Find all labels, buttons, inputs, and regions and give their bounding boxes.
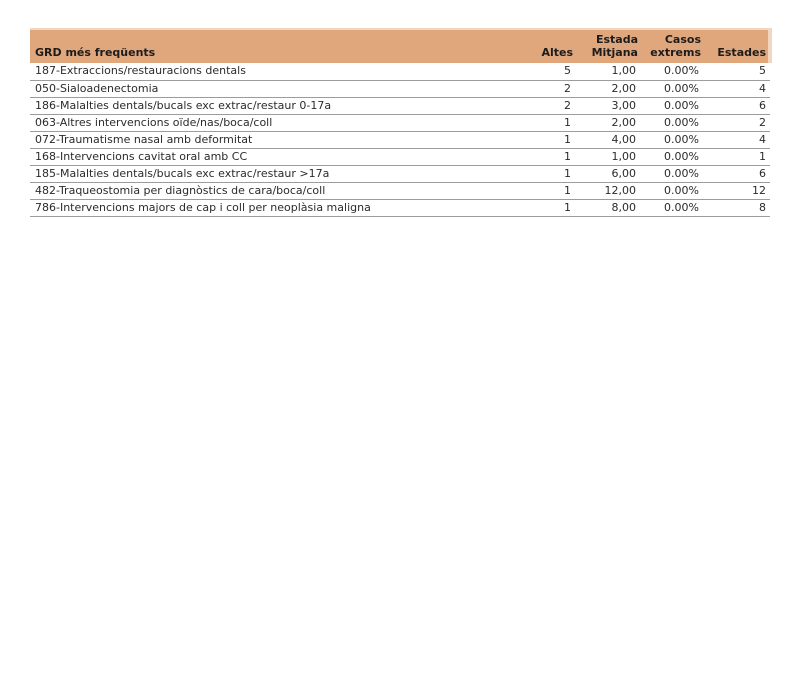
cell-grd: 187-Extraccions/restauracions dentals: [30, 63, 530, 80]
table-row: [30, 97, 770, 114]
cell-estades: 6: [703, 165, 770, 182]
cell-grd: 185-Malalties dentals/bucals exc extrac/restaur >17a: [30, 165, 530, 182]
cell-casos-extrems: 0.00%: [640, 131, 703, 148]
cell-estada-mitjana: 8,00: [575, 199, 640, 216]
cell-casos-extrems: 0.00%: [640, 182, 703, 199]
column-header-casos-extrems: Casos extrems: [640, 29, 703, 63]
cell-estades: 6: [703, 97, 770, 114]
cell-casos-extrems: 0.00%: [640, 97, 703, 114]
cell-casos-extrems: 0.00%: [640, 199, 703, 216]
cell-grd: 786-Intervencions majors de cap i coll per neoplàsia maligna: [30, 199, 530, 216]
cell-altes: 1: [530, 165, 575, 182]
cell-estades: 2: [703, 114, 770, 131]
cell-estada-mitjana: 1,00: [575, 63, 640, 80]
column-header-grd: GRD més freqüents: [30, 29, 530, 63]
table-row: [30, 182, 770, 199]
cell-estada-mitjana: 1,00: [575, 148, 640, 165]
cell-estada-mitjana: 6,00: [575, 165, 640, 182]
cell-altes: 1: [530, 182, 575, 199]
column-header-estada-mitjana: Estada Mitjana: [575, 29, 640, 63]
table-row: [30, 148, 770, 165]
grd-report: [30, 28, 774, 217]
cell-grd: 050-Sialoadenectomia: [30, 80, 530, 97]
cell-casos-extrems: 0.00%: [640, 63, 703, 80]
cell-grd: 063-Altres intervencions oïde/nas/boca/coll: [30, 114, 530, 131]
cell-altes: 5: [530, 63, 575, 80]
cell-altes: 2: [530, 80, 575, 97]
table-row: [30, 131, 770, 148]
cell-estada-mitjana: 2,00: [575, 114, 640, 131]
cell-grd: 168-Intervencions cavitat oral amb CC: [30, 148, 530, 165]
cell-casos-extrems: 0.00%: [640, 80, 703, 97]
cell-estades: 5: [703, 63, 770, 80]
cell-altes: 2: [530, 97, 575, 114]
cell-grd: 482-Traqueostomia per diagnòstics de cara/boca/coll: [30, 182, 530, 199]
cell-estada-mitjana: 3,00: [575, 97, 640, 114]
table-row: [30, 199, 770, 216]
table-row: [30, 114, 770, 131]
cell-grd: 072-Traumatisme nasal amb deformitat: [30, 131, 530, 148]
column-header-altes: Altes: [530, 29, 575, 63]
cell-casos-extrems: 0.00%: [640, 114, 703, 131]
cell-estades: 12: [703, 182, 770, 199]
cell-altes: 1: [530, 148, 575, 165]
cell-estades: 4: [703, 80, 770, 97]
cell-grd: 186-Malalties dentals/bucals exc extrac/restaur 0-17a: [30, 97, 530, 114]
cell-estada-mitjana: 12,00: [575, 182, 640, 199]
cell-casos-extrems: 0.00%: [640, 165, 703, 182]
column-header-estades: Estades: [703, 29, 770, 63]
cell-altes: 1: [530, 114, 575, 131]
cell-estada-mitjana: 4,00: [575, 131, 640, 148]
table-row: [30, 165, 770, 182]
table-header-row: [30, 29, 770, 63]
cell-estades: 8: [703, 199, 770, 216]
grd-frequents-table: [30, 28, 772, 217]
table-row: [30, 63, 770, 80]
cell-estada-mitjana: 2,00: [575, 80, 640, 97]
table-row: [30, 80, 770, 97]
cell-casos-extrems: 0.00%: [640, 148, 703, 165]
cell-estades: 4: [703, 131, 770, 148]
cell-altes: 1: [530, 131, 575, 148]
cell-altes: 1: [530, 199, 575, 216]
cell-estades: 1: [703, 148, 770, 165]
